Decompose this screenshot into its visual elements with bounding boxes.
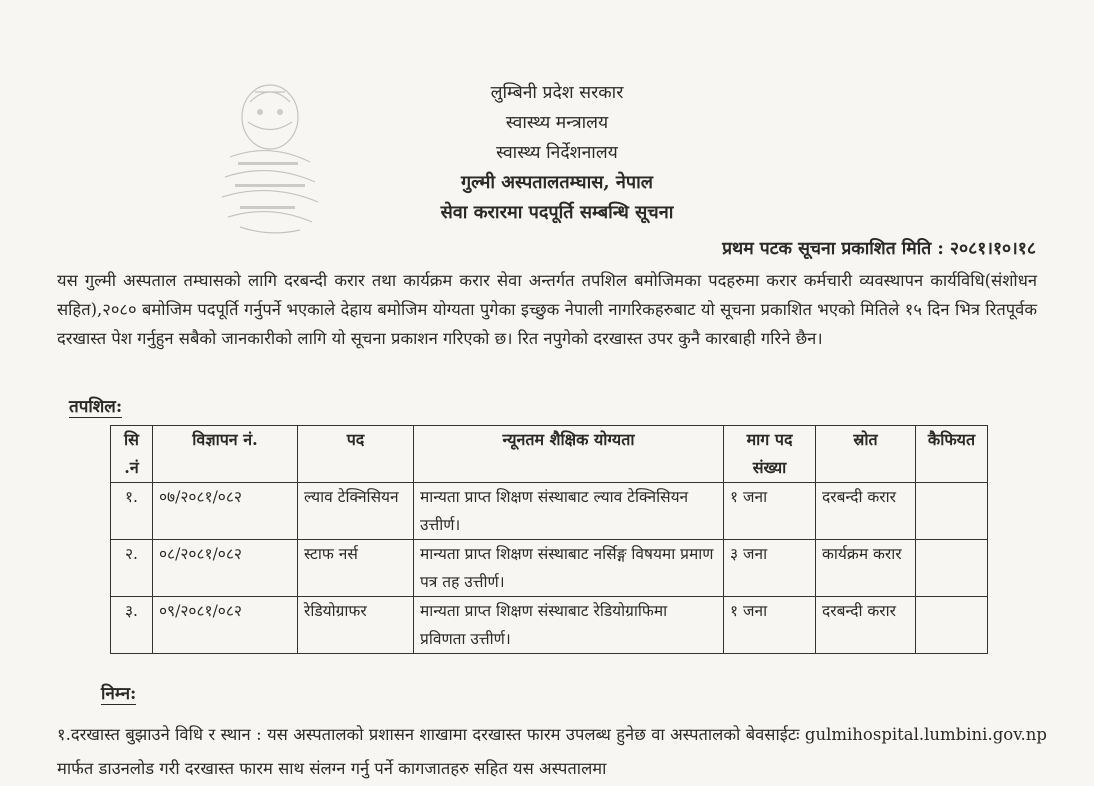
cell-post-count: १ जना	[724, 483, 816, 540]
notes-title: निम्न:	[101, 684, 137, 704]
letterhead	[0, 78, 1094, 228]
cell-post: रेडियोग्राफर	[298, 597, 414, 654]
notice-title: सेवा करारमा पदपूर्ति सम्बन्धि सूचना	[440, 202, 674, 223]
cell-qualification: मान्यता प्राप्त शिक्षण संस्थाबाट ल्याव टेक्निसियन उत्तीर्ण।	[414, 483, 724, 540]
intro-paragraph: यस गुल्मी अस्पताल तम्घासको लागि दरबन्दी करार तथा कार्यक्रम करार सेवा अन्तर्गत तपशिल बमोजिमका पदहरुमा करार कर्मचारी व्यवस्थापन कार्यविधि(संशोधन सहित),२०८० बमोजिम पदपूर्ति गर्नुपर्ने भएकाले देहाय बमोजिम योग्यता पुगेका इच्छुक नेपाली नागरिकहरुबाट यो सूचना प्रकाशित भएको मितिले १५ दिन भित्र रितपूर्वक दरखास्त पेश गर्नुहुन सबैको जानकारीको लागि यो सूचना प्रकाशन गरिएको छ। रित नपुगेको दरखास्त उपर कुनै कारबाही गरिने छैन।	[57, 271, 1037, 348]
cell-post: स्टाफ नर्स	[298, 540, 414, 597]
cell-remarks	[916, 540, 988, 597]
col-serial: सि .नं	[111, 426, 153, 483]
cell-advert-no: ०७/२०८१/०८२	[153, 483, 298, 540]
cell-remarks	[916, 597, 988, 654]
cell-source: कार्यक्रम करार	[816, 540, 916, 597]
schedule-title: तपशिल:	[69, 397, 123, 417]
cell-post: ल्याव टेक्निसियन	[298, 483, 414, 540]
publication-date: प्रथम पटक सूचना प्रकाशित मिति : २०८१।१०।१८	[722, 239, 1036, 259]
directorate-name: स्वास्थ्य निर्देशनालय	[496, 143, 618, 163]
cell-serial: १.	[111, 483, 153, 540]
cell-remarks	[916, 483, 988, 540]
cell-serial: ३.	[111, 597, 153, 654]
vacancy-table	[110, 425, 988, 654]
cell-qualification: मान्यता प्राप्त शिक्षण संस्थाबाट नर्सिङ्ग विषयमा प्रमाण पत्र तह उत्तीर्ण।	[414, 540, 724, 597]
table-row	[111, 540, 988, 597]
col-advert-no: विज्ञापन नं.	[153, 426, 298, 483]
hospital-name: गुल्मी अस्पतालतम्घास, नेपाल	[460, 172, 654, 193]
col-remarks: कैफियत	[916, 426, 988, 483]
col-post: पद	[298, 426, 414, 483]
table-row	[111, 597, 988, 654]
col-qualification: न्यूनतम शैक्षिक योग्यता	[414, 426, 724, 483]
submission-instructions: १.दरखास्त बुझाउने विधि र स्थान : यस अस्पतालको प्रशासन शाखामा दरखास्त फारम उपलब्ध हुनेछ वा अस्पतालको बेवसाईटः gulmihospital.lumbini.gov.np मार्फत डाउनलोड गरी दरखास्त फारम साथ संलग्न गर्नु पर्ने कागजातहरु सहित यस अस्पतालमा	[57, 725, 1047, 778]
cell-serial: २.	[111, 540, 153, 597]
province-government: लुम्बिनी प्रदेश सरकार	[490, 83, 624, 103]
cell-qualification: मान्यता प्राप्त शिक्षण संस्थाबाट रेडियोग्राफिमा प्रविणता उत्तीर्ण।	[414, 597, 724, 654]
ministry-name: स्वास्थ्य मन्त्रालय	[505, 113, 609, 133]
cell-post-count: १ जना	[724, 597, 816, 654]
cell-source: दरबन्दी करार	[816, 483, 916, 540]
cell-source: दरबन्दी करार	[816, 597, 916, 654]
table-header-row	[111, 426, 988, 483]
col-source: स्रोत	[816, 426, 916, 483]
table-row	[111, 483, 988, 540]
col-post-count: माग पद संख्या	[724, 426, 816, 483]
cell-post-count: ३ जना	[724, 540, 816, 597]
cell-advert-no: ०९/२०८१/०८२	[153, 597, 298, 654]
cell-advert-no: ०८/२०८१/०८२	[153, 540, 298, 597]
